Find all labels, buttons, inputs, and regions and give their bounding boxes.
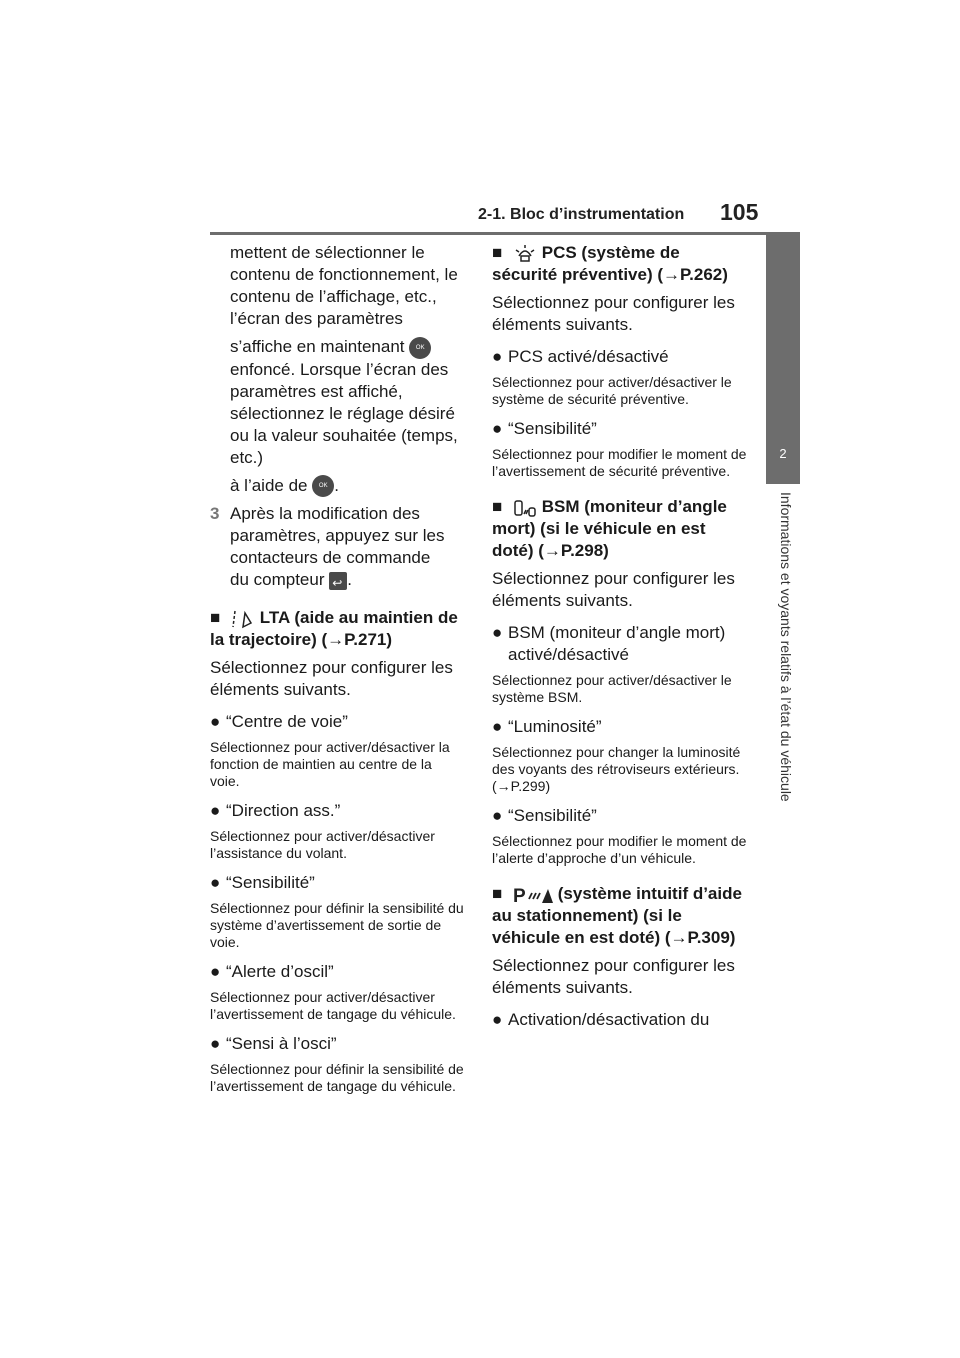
item-desc: Sélectionnez pour modifier le moment de l’avertissement de sécurité préventive. [492,446,747,479]
item-label: “Luminosité” [508,717,602,736]
section-title: 2-1. Bloc d’instrumentation [478,206,685,223]
ok-button-icon: OK [312,475,334,497]
square-bullet-icon: ■ [492,497,503,516]
item-desc: Sélectionnez pour modifier le moment de l’alerte d’approche d’un véhicule. [492,833,747,866]
chapter-title: Informations et voyants relatifs à l’état du véhicule [778,492,794,802]
bullet-icon: ● [492,419,503,438]
lta-heading [210,607,465,651]
paragraph-text: à l’aide de [230,475,308,495]
item-desc: Sélectionnez pour activer/désactiver l’avertissement de tangage du véhicule. [210,989,456,1023]
paragraph-text: s’affiche en maintenant [230,337,405,356]
list-item [492,418,747,440]
bullet-icon: ● [492,717,503,736]
item-desc: Sélectionnez pour activer/désactiver la fonction de maintien au centre de la voie. [210,739,450,790]
pcs-heading-text: PCS (système de sécurité préventive) (→P.262) [492,243,728,284]
bullet-icon: ● [210,873,221,893]
item-desc: Sélectionnez pour activer/désactiver le système de sécurité préventive. [492,374,732,407]
list-item [210,800,465,822]
back-button-icon [329,572,347,590]
item-label: “Sensibilité” [226,873,315,893]
step-text-main: Après la modification des paramètres, appuyez sur les contacteurs de commande [230,504,445,568]
step-text-end: du compteur [230,570,325,590]
item-desc: Sélectionnez pour définir la sensibilité de l’avertissement de tangage du véhicule. [210,1061,464,1095]
item-label: BSM (moniteur d’angle mort) activé/désactivé [508,623,726,664]
left-column [210,238,465,1095]
page-number: 105 [720,199,759,225]
bullet-icon: ● [210,962,221,982]
list-item [492,716,747,738]
parking-assist-icon [513,885,553,905]
item-label: “Centre de voie” [226,712,348,732]
bullet-icon: ● [492,806,503,825]
item-label: “Sensibilité” [508,806,597,825]
punctuation: . [334,475,339,495]
parking-intro: Sélectionnez pour configurer les éléments suivants. [492,956,735,997]
chapter-tab: 2 [766,424,800,484]
list-item [492,622,747,666]
parking-heading-text: (système intuitif d’aide au stationnement) (si le véhicule en est doté) (→P.309) [492,884,742,947]
punctuation: . [347,570,352,590]
list-item [210,1033,465,1055]
bsm-intro: Sélectionnez pour configurer les éléments suivants. [492,569,735,610]
bsm-icon [513,498,537,518]
lta-heading-text: LTA (aide au maintien de la trajectoire) (→P.271) [210,608,458,650]
header-rule [210,232,800,235]
parking-heading [492,883,747,949]
item-desc: Sélectionnez pour activer/désactiver l’assistance du volant. [210,828,435,862]
bsm-heading-text: BSM (moniteur d’angle mort) (si le véhicule en est doté) (→P.298) [492,497,727,560]
list-item [210,961,465,983]
pcs-heading [492,242,747,286]
ok-button-icon: OK [409,337,431,359]
bullet-icon: ● [492,1010,503,1029]
list-item [492,805,747,827]
paragraph [210,336,465,469]
list-item [210,711,465,733]
step-number: 3 [210,504,220,524]
step-3 [210,503,465,591]
step-text [230,503,465,591]
bullet-icon: ● [210,712,221,732]
item-desc: Sélectionnez pour activer/désactiver le système BSM. [492,672,732,705]
bullet-icon: ● [492,347,503,366]
paragraph-text: enfoncé. Lorsque l’écran des paramètres est affiché, sélectionnez le réglage désiré ou la valeur souhaitée (temps, etc.) [230,359,458,467]
svg-text:P: P [513,885,526,905]
item-label: “Alerte d’oscil” [226,962,334,982]
item-label: “Sensibilité” [508,419,597,438]
list-item [210,872,465,894]
square-bullet-icon: ■ [210,608,221,628]
square-bullet-icon: ■ [492,243,503,262]
bsm-heading [492,496,747,562]
item-label: “Direction ass.” [226,801,341,821]
pcs-intro: Sélectionnez pour configurer les éléments suivants. [492,293,735,334]
lta-intro: Sélectionnez pour configurer les éléments suivants. [210,658,453,700]
list-item [492,1009,747,1031]
bullet-icon: ● [210,801,221,821]
paragraph [210,475,465,498]
item-label: Activation/désactivation du [508,1010,710,1029]
pcs-icon [513,244,537,264]
item-label: PCS activé/désactivé [508,347,669,366]
square-bullet-icon: ■ [492,884,503,903]
right-column [492,238,747,1031]
lta-icon [231,609,255,629]
side-bar [766,232,800,424]
item-desc: Sélectionnez pour changer la luminosité des voyants des rétroviseurs extérieurs. (→P.299) [492,744,741,794]
item-label: “Sensi à l’osci” [226,1034,337,1054]
bullet-icon: ● [492,623,503,642]
bullet-icon: ● [210,1034,221,1054]
list-item [492,346,747,368]
item-desc: Sélectionnez pour définir la sensibilité du système d’avertissement de sortie de voie. [210,900,464,951]
paragraph: mettent de sélectionner le contenu de fonctionnement, le contenu de l’affichage, etc., l’écran des paramètres [230,243,458,328]
